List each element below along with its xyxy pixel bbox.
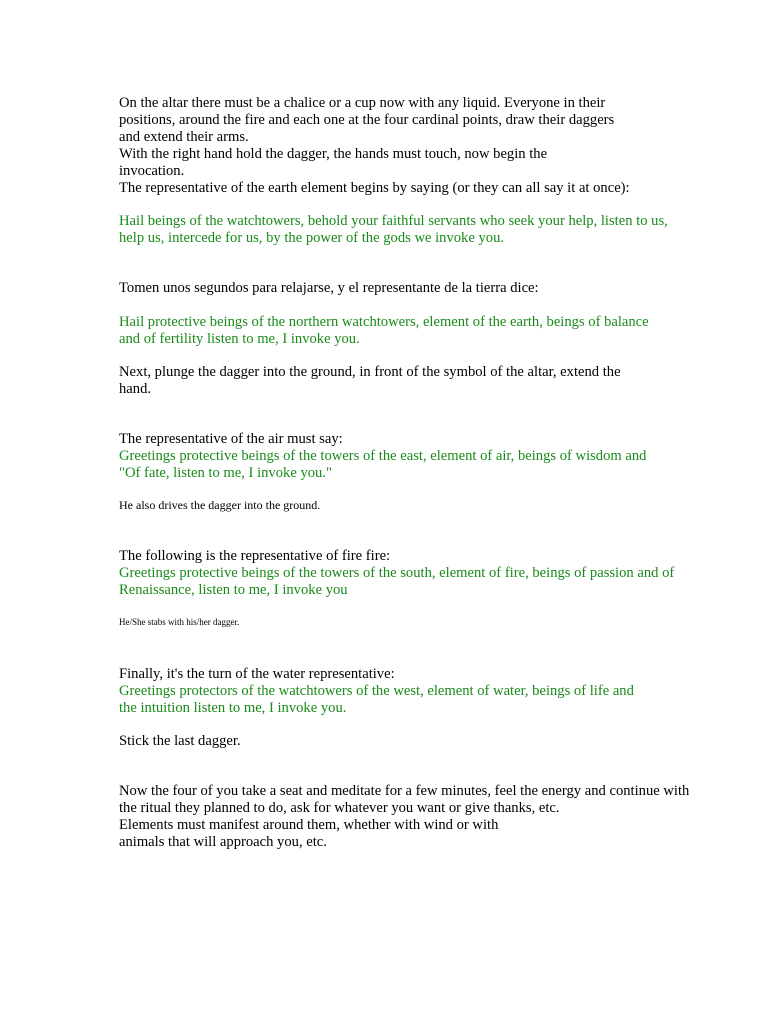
earth-invocation-line: and of fertility listen to me, I invoke you. — [119, 331, 360, 347]
intro-line: and extend their arms. — [119, 129, 249, 145]
intro-line: The representative of the earth element begins by saying (or they can all say it at once): — [119, 180, 630, 196]
earth-invocation-line: Hail protective beings of the northern watchtowers, element of the earth, beings of balance — [119, 314, 649, 330]
fire-intro: The following is the representative of fire fire: — [119, 548, 391, 564]
fire-invocation-line: Renaissance, listen to me, I invoke you — [119, 582, 348, 598]
water-invocation-line: Greetings protectors of the watchtowers of the west, element of water, beings of life and — [119, 683, 634, 699]
air-action: He also drives the dagger into the ground. — [119, 498, 321, 512]
fire-action: He/She stabs with his/her dagger. — [119, 617, 240, 627]
intro-line: On the altar there must be a chalice or a cup now with any liquid. Everyone in their — [119, 95, 606, 111]
intro-line: positions, around the fire and each one at the four cardinal points, draw their daggers — [119, 112, 615, 128]
air-intro: The representative of the air must say: — [119, 431, 343, 447]
air-invocation-line: Greetings protective beings of the towers of the east, element of air, beings of wisdom and — [119, 448, 647, 464]
earth-action-line: hand. — [119, 381, 152, 397]
closing-line: Elements must manifest around them, whether with wind or with — [119, 817, 499, 833]
fire-invocation-line: Greetings protective beings of the towers of the south, element of fire, beings of passion and of — [119, 565, 675, 581]
invocation-all-line: help us, intercede for us, by the power of the gods we invoke you. — [119, 230, 505, 246]
air-invocation-line: "Of fate, listen to me, I invoke you." — [119, 465, 332, 481]
water-intro: Finally, it's the turn of the water representative: — [119, 666, 395, 682]
water-action: Stick the last dagger. — [119, 733, 241, 749]
intro-line: With the right hand hold the dagger, the hands must touch, now begin the — [119, 146, 548, 162]
earth-intro: Tomen unos segundos para relajarse, y el representante de la tierra dice: — [119, 280, 539, 296]
intro-line: invocation. — [119, 163, 185, 179]
closing-line: animals that will approach you, etc. — [119, 834, 327, 850]
water-invocation-line: the intuition listen to me, I invoke you. — [119, 700, 347, 716]
invocation-all-line: Hail beings of the watchtowers, behold your faithful servants who seek your help, listen to us, — [119, 213, 668, 229]
closing-line: the ritual they planned to do, ask for whatever you want or give thanks, etc. — [119, 800, 560, 816]
earth-action-line: Next, plunge the dagger into the ground, in front of the symbol of the altar, extend the — [119, 364, 621, 380]
closing-line: Now the four of you take a seat and meditate for a few minutes, feel the energy and continue with — [119, 783, 690, 799]
